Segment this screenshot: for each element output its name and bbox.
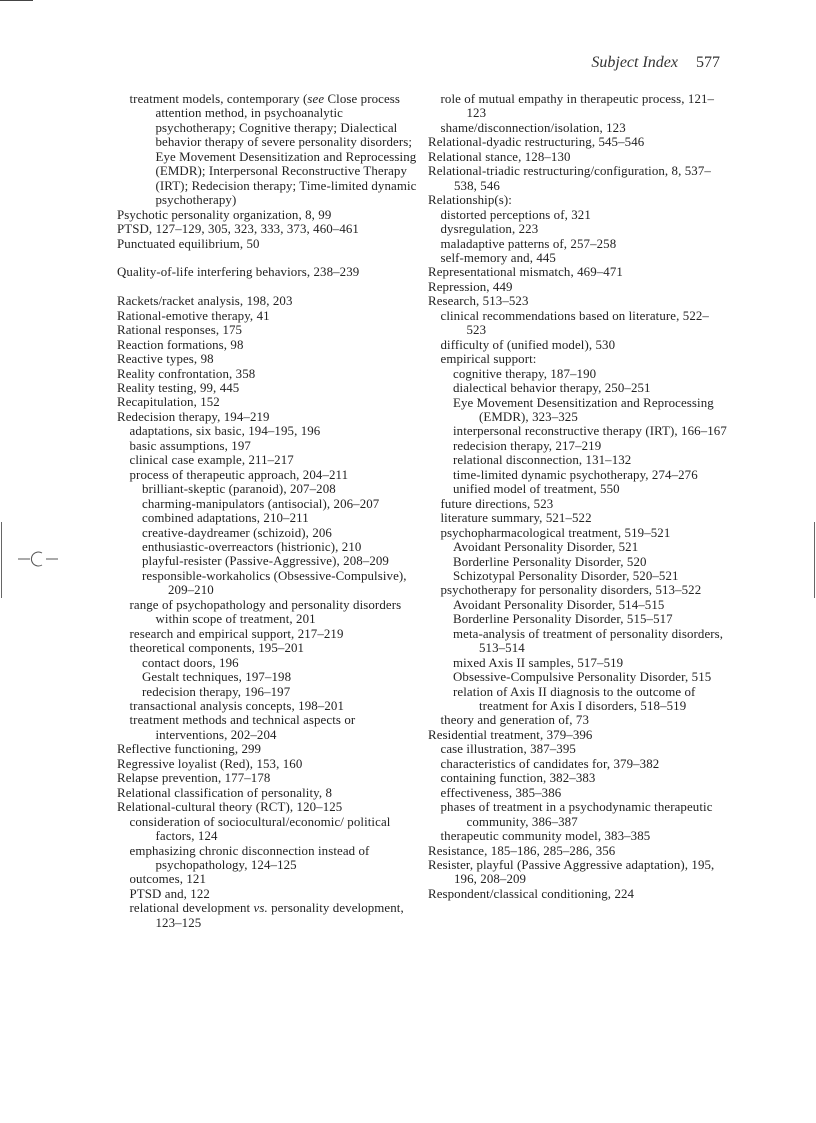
index-subentry: [428, 352, 728, 366]
index-entry: [428, 887, 728, 901]
entry-text: Research, 513–523: [428, 294, 529, 309]
index-entry: [117, 381, 417, 395]
entry-text: treatment models, contemporary (: [129, 92, 308, 106]
entry-text: Relational classification of personality, 8: [117, 785, 333, 800]
entry-text: Avoidant Personality Disorder, 514–515: [453, 597, 665, 612]
index-entry: [117, 265, 417, 279]
entry-text: relation of Axis II diagnosis to the outcome of treatment for Axis I disorders, 518–519: [453, 684, 696, 714]
entry-text: Recapitulation, 152: [117, 395, 220, 410]
index-entry: [428, 164, 728, 193]
entry-text: PTSD and, 122: [129, 886, 210, 901]
index-entry: [117, 786, 417, 800]
index-subentry: [428, 497, 728, 511]
entry-text: Eye Movement Desensitization and Reprocessing (EMDR), 323–325: [453, 395, 714, 424]
index-entry: [117, 771, 417, 785]
entry-text: Quality-of-life interfering behaviors, 238–239: [117, 265, 360, 280]
index-entry: [117, 395, 417, 409]
index-subentry: [117, 872, 417, 886]
index-subentry: [117, 713, 417, 742]
index-subentry: [428, 121, 728, 135]
index-entry: [117, 757, 417, 771]
entry-text: Regressive loyalist (Red), 153, 160: [117, 756, 303, 771]
entry-text: Relational stance, 128–130: [428, 149, 571, 164]
index-subentry: [117, 627, 417, 641]
entry-text: time-limited dynamic psychotherapy, 274–276: [453, 467, 698, 482]
entry-text: characteristics of candidates for, 379–382: [440, 756, 660, 771]
index-subentry: [428, 771, 728, 785]
index-subentry: [428, 598, 728, 612]
index-entry: [117, 352, 417, 366]
entry-text: Relational-dyadic restructuring, 545–546: [428, 135, 645, 150]
index-entry: [117, 338, 417, 352]
registration-mark-icon: [18, 551, 58, 567]
entry-text: consideration of sociocultural/economic/ political factors, 124: [129, 814, 391, 844]
index-subentry: [117, 569, 417, 598]
entry-text: Rackets/racket analysis, 198, 203: [117, 294, 293, 309]
index-subentry: [428, 612, 728, 626]
entry-text: Reality testing, 99, 445: [117, 381, 240, 396]
page-number: 577: [696, 54, 720, 71]
entry-text: literature summary, 521–522: [440, 511, 592, 526]
entry-text: Residential treatment, 379–396: [428, 727, 593, 742]
index-entry: [428, 280, 728, 294]
entry-text: contact doors, 196: [142, 655, 239, 670]
index-subentry: [428, 92, 728, 121]
index-entry: [428, 135, 728, 149]
index-column-left: [117, 92, 417, 930]
index-subentry: [428, 540, 728, 554]
entry-text: shame/disconnection/isolation, 123: [440, 120, 626, 135]
index-subentry: [117, 815, 417, 844]
entry-text: Obsessive-Compulsive Personality Disorder, 515: [453, 670, 712, 685]
index-entry: [117, 367, 417, 381]
index-subentry: [428, 685, 728, 714]
entry-text: theory and generation of, 73: [440, 713, 589, 728]
entry-text: PTSD, 127–129, 305, 323, 333, 373, 460–461: [117, 222, 359, 237]
entry-text: Redecision therapy, 194–219: [117, 409, 270, 424]
entry-text: psychopharmacological treatment, 519–521: [440, 525, 671, 540]
entry-text: personality development, 123–125: [155, 901, 404, 930]
entry-text: Respondent/classical conditioning, 224: [428, 886, 635, 901]
index-subentry: [428, 713, 728, 727]
entry-text: Representational mismatch, 469–471: [428, 265, 623, 280]
index-subentry: [117, 453, 417, 467]
index-subentry: [428, 208, 728, 222]
index-subentry: [428, 555, 728, 569]
entry-text: Reflective functioning, 299: [117, 742, 262, 757]
index-subentry: [117, 844, 417, 873]
entry-text: relational development: [129, 901, 254, 916]
entry-text: therapeutic community model, 383–385: [440, 829, 651, 844]
index-subentry: [117, 424, 417, 438]
index-subentry: [428, 656, 728, 670]
index-subentry: [428, 396, 728, 425]
entry-text: empirical support:: [440, 352, 537, 367]
entry-text: effectiveness, 385–386: [440, 785, 562, 800]
index-entry: [117, 800, 417, 814]
index-entry: [117, 208, 417, 222]
index-subentry: [117, 887, 417, 901]
entry-text: Gestalt techniques, 197–198: [142, 670, 292, 685]
entry-text: Close process attention method, in psychoanalytic psychotherapy; Cognitive therapy; Dialectical behavior therapy of severe personality disorders; Eye Movement Desensitization and Reprocessing (EMDR); Interpersonal Reconstructive Therapy (IRT); Redecision therapy; Time-limited dynamic psychotherapy): [155, 92, 417, 208]
index-entry: [117, 294, 417, 308]
entry-text: Resister, playful (Passive Aggressive adaptation), 195, 196, 208–209: [428, 858, 715, 887]
index-subentry: [117, 439, 417, 453]
entry-text: mixed Axis II samples, 517–519: [453, 655, 624, 670]
index-subentry: [428, 338, 728, 352]
index-entry: [428, 193, 728, 207]
index-subentry: [428, 222, 728, 236]
entry-text: psychotherapy for personality disorders, 513–522: [440, 583, 702, 598]
registration-line-left: [1, 522, 2, 598]
entry-text: containing function, 382–383: [440, 771, 596, 786]
index-subentry: [117, 901, 417, 930]
index-entry: [117, 222, 417, 236]
index-entry: [428, 294, 728, 308]
index-subentry: [428, 237, 728, 251]
index-subentry: [117, 482, 417, 496]
index-subentry: [117, 554, 417, 568]
index-entry: [117, 410, 417, 424]
entry-text: meta-analysis of treatment of personality disorders, 513–514: [453, 626, 724, 656]
entry-text: clinical recommendations based on literature, 522–523: [440, 308, 709, 338]
entry-text: charming-manipulators (antisocial), 206–207: [142, 496, 380, 511]
section-title: Subject Index: [591, 54, 678, 71]
entry-text: dysregulation, 223: [440, 222, 539, 237]
index-subentry: [428, 583, 728, 597]
entry-italic-text: see: [307, 92, 325, 106]
entry-text: Resistance, 185–186, 285–286, 356: [428, 843, 616, 858]
entry-text: distorted perceptions of, 321: [440, 207, 591, 222]
index-entry: [428, 844, 728, 858]
entry-text: playful-resister (Passive-Aggressive), 208–209: [142, 554, 389, 569]
index-subentry: [117, 598, 417, 627]
index-subentry: [428, 439, 728, 453]
index-subentry: [117, 685, 417, 699]
entry-text: Relational-cultural theory (RCT), 120–125: [117, 800, 343, 815]
entry-text: Schizotypal Personality Disorder, 520–521: [453, 568, 679, 583]
entry-text: transactional analysis concepts, 198–201: [129, 699, 344, 713]
entry-text: responsible-workaholics (Obsessive-Compulsive), 209–210: [142, 568, 407, 598]
index-subentry: [428, 757, 728, 771]
registration-line-right: [814, 522, 815, 598]
entry-text: Relational-triadic restructuring/configuration, 8, 537–538, 546: [428, 164, 711, 193]
entry-text: process of therapeutic approach, 204–211: [129, 467, 349, 482]
index-subentry: [117, 92, 417, 208]
entry-text: redecision therapy, 217–219: [453, 438, 602, 453]
index-subentry: [117, 526, 417, 540]
entry-text: Rational responses, 175: [117, 323, 243, 338]
entry-text: interpersonal reconstructive therapy (IRT), 166–167: [453, 424, 727, 439]
entry-text: Repression, 449: [428, 279, 513, 294]
index-subentry: [117, 670, 417, 684]
index-subentry: [428, 468, 728, 482]
index-subentry: [428, 569, 728, 583]
entry-text: range of psychopathology and personality disorders within scope of treatment, 201: [129, 597, 402, 627]
entry-text: theoretical components, 195–201: [129, 641, 305, 656]
index-subentry: [428, 424, 728, 438]
index-subentry: [117, 656, 417, 670]
index-subentry: [117, 641, 417, 655]
index-subentry: [428, 742, 728, 756]
entry-text: creative-daydreamer (schizoid), 206: [142, 525, 332, 540]
crop-mark: [0, 0, 33, 1]
entry-text: cognitive therapy, 187–190: [453, 366, 597, 381]
entry-text: outcomes, 121: [129, 872, 206, 887]
entry-text: Relationship(s):: [428, 193, 512, 208]
entry-text: emphasizing chronic disconnection instead of psychopathology, 124–125: [129, 843, 370, 872]
entry-text: treatment methods and technical aspects or interventions, 202–204: [129, 713, 356, 742]
index-subentry: [428, 627, 728, 656]
entry-text: future directions, 523: [440, 496, 554, 511]
entry-text: clinical case example, 211–217: [129, 453, 294, 468]
entry-text: unified model of treatment, 550: [453, 482, 620, 497]
index-subentry: [428, 381, 728, 395]
index-subentry: [428, 309, 728, 338]
letter-group-gap: [117, 280, 417, 294]
entry-text: brilliant-skeptic (paranoid), 207–208: [142, 482, 336, 497]
index-subentry: [117, 699, 417, 713]
index-column-right: [428, 92, 728, 901]
index-subentry: [428, 251, 728, 265]
entry-text: maladaptive patterns of, 257–258: [440, 236, 617, 251]
entry-text: Reaction formations, 98: [117, 337, 244, 352]
index-subentry: [428, 526, 728, 540]
entry-text: basic assumptions, 197: [129, 438, 251, 453]
entry-text: Borderline Personality Disorder, 515–517: [453, 612, 673, 627]
entry-text: difficulty of (unified model), 530: [440, 337, 616, 352]
index-subentry: [117, 540, 417, 554]
entry-text: Punctuated equilibrium, 50: [117, 236, 260, 251]
entry-text: combined adaptations, 210–211: [142, 511, 309, 526]
index-subentry: [428, 786, 728, 800]
index-entry: [117, 237, 417, 251]
entry-text: Borderline Personality Disorder, 520: [453, 554, 647, 569]
running-head: [591, 54, 720, 72]
index-subentry: [428, 367, 728, 381]
index-entry: [117, 742, 417, 756]
entry-text: case illustration, 387–395: [440, 742, 576, 757]
entry-text: Rational-emotive therapy, 41: [117, 308, 270, 323]
entry-text: Reactive types, 98: [117, 352, 214, 367]
letter-group-gap: [117, 251, 417, 265]
index-subentry: [428, 511, 728, 525]
entry-text: relational disconnection, 131–132: [453, 453, 632, 468]
index-subentry: [117, 511, 417, 525]
index-subentry: [428, 829, 728, 843]
entry-text: Psychotic personality organization, 8, 99: [117, 207, 332, 222]
entry-text: enthusiastic-overreactors (histrionic), 210: [142, 540, 362, 555]
entry-text: Reality confrontation, 358: [117, 366, 256, 381]
index-entry: [117, 323, 417, 337]
index-subentry: [428, 670, 728, 684]
index-subentry: [117, 468, 417, 482]
entry-text: role of mutual empathy in therapeutic process, 121–123: [440, 92, 715, 121]
entry-text: dialectical behavior therapy, 250–251: [453, 381, 651, 396]
entry-text: Avoidant Personality Disorder, 521: [453, 540, 639, 555]
index-entry: [428, 858, 728, 887]
index-entry: [428, 150, 728, 164]
entry-text: research and empirical support, 217–219: [129, 626, 344, 641]
index-entry: [117, 309, 417, 323]
index-subentry: [117, 497, 417, 511]
entry-text: adaptations, six basic, 194–195, 196: [129, 424, 321, 439]
entry-text: self-memory and, 445: [440, 250, 556, 265]
index-subentry: [428, 482, 728, 496]
index-entry: [428, 265, 728, 279]
entry-italic-text: vs.: [253, 901, 268, 916]
entry-text: Relapse prevention, 177–178: [117, 771, 271, 786]
entry-text: redecision therapy, 196–197: [142, 684, 291, 699]
index-entry: [428, 728, 728, 742]
index-subentry: [428, 800, 728, 829]
entry-text: phases of treatment in a psychodynamic therapeutic community, 386–387: [440, 800, 713, 829]
index-subentry: [428, 453, 728, 467]
